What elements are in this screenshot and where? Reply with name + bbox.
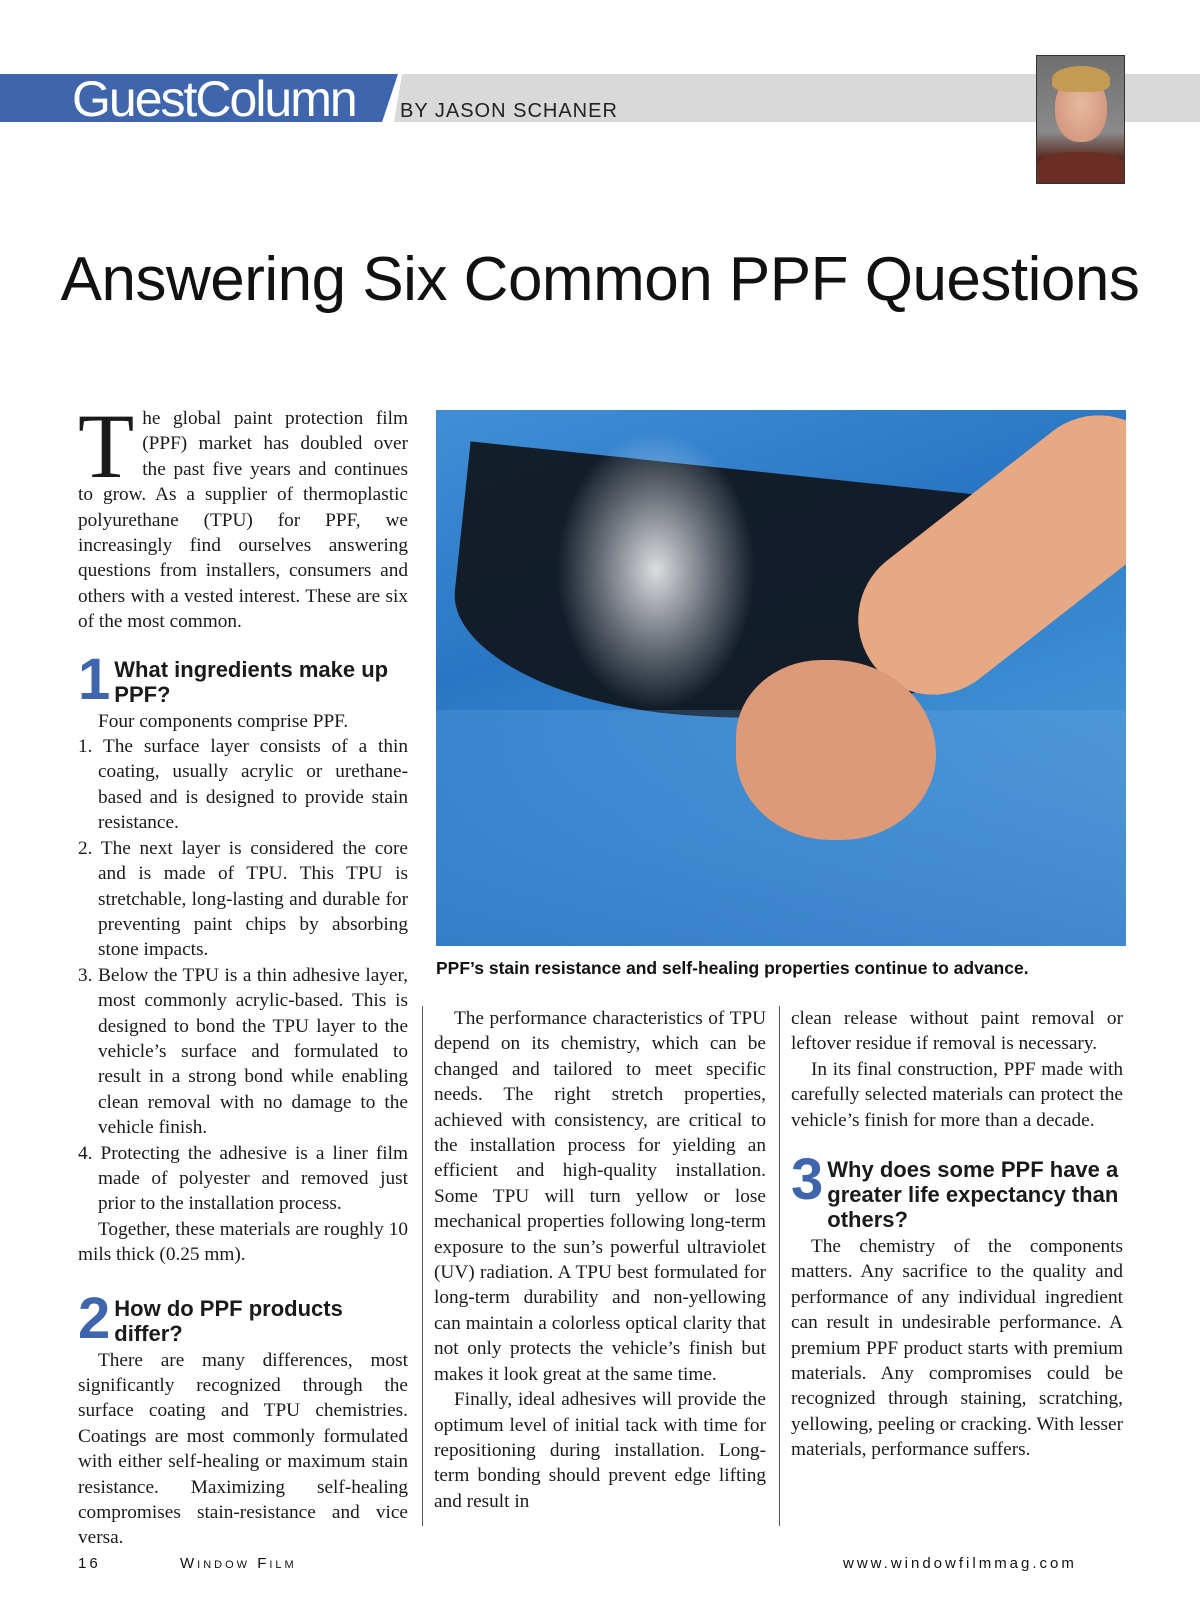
question-1-heading [78,646,408,712]
intro-paragraph: The global paint protection film (PPF) market has doubled over the past five years and continues to grow. As a supplier of thermoplastic polyurethane (TPU) for PPF, we increasingly find ourselves answering questions from installers, consumers and others with a vested interest. These are six of the most common. [78,395,408,633]
middle-column [434,1006,766,1514]
drop-cap: T [78,395,135,497]
q2-body: There are many differences, most significantly recognized through the surface coating and TPU chemistries. Coatings are most commonly formulated with either self-healing or maximum stain resistance. Maximizing self-healing compromises stain-resistance and vice versa. [78,1349,408,1549]
list-item: 2. The next layer is considered the core and is made of TPU. This TPU is stretchable, long-lasting and durable for preventing paint chips by absorbing stone impacts. [78,837,408,961]
magazine-url: www.windowfilmmag.com [843,1555,1077,1572]
left-column [78,395,408,1551]
q3-body: The chemistry of the components matters. Any sacrifice to the quality and performance of any individual ingredient can result in undesirable performance. A premium PPF product starts with premium materials. Any compromises could be recognized through staining, scratching, yellowing, peeling or cracking. With lesser materials, performance suffers. [791,1236,1123,1461]
middle-paragraph-2: Finally, ideal adhesives will provide the optimum level of initial tack with time for repositioning during installation. Long-term bonding should prevent edge lifting and result in [434,1389,766,1512]
magazine-name: Window Film [180,1555,297,1572]
column-divider [779,1006,780,1526]
question-title: How do PPF products differ? [114,1295,343,1346]
ppf-install-photo [436,410,1126,946]
component-list [78,734,408,1217]
question-number: 2 [78,1285,109,1351]
q1-closing: Together, these materials are roughly 10 mils thick (0.25 mm). [78,1218,408,1266]
right-column [791,1006,1123,1463]
list-item: 1. The surface layer consists of a thin coating, usually acrylic or urethane-based and is designed to provide stain resistance. [78,736,408,834]
question-title: Why does some PPF have a greater life expectancy than others? [827,1157,1119,1233]
right-paragraph-1: clean release without paint removal or leftover residue if removal is necessary. [791,1008,1123,1055]
byline: BY JASON SCHANER [400,100,618,122]
author-portrait [1036,55,1125,184]
q1-lead: Four components comprise PPF. [98,710,349,732]
middle-paragraph-1: The performance characteristics of TPU depend on its chemistry, which can be changed and tailored to meet specific needs. The right stretch properties, achieved with consistency, are critical to the installation process for yielding an efficient and high-quality installation. Some TPU will turn yellow or lose mechanical properties following long-term exposure to the sun’s powerful ultraviolet (UV) radiation. A TPU best formulated for long-term durability and non-yellowing can maintain a colorless optical clarity that not only protects the vehicle’s finish but makes it look great at the same time. [434,1008,766,1385]
question-number: 3 [791,1147,822,1213]
section-title: GuestColumn [72,71,356,127]
list-item: 3. Below the TPU is a thin adhesive layer, most commonly acrylic-based. This is designed to bond the TPU layer to the vehicle’s surface and formulated to result in a strong bond while enabling clean removal with no damage to the vehicle finish. [78,964,408,1139]
page-number: 16 [78,1555,101,1572]
photo-caption: PPF’s stain resistance and self-healing properties continue to advance. [436,958,1029,978]
question-2-heading [78,1285,408,1351]
column-divider [422,1006,423,1526]
question-title: What ingredients make up PPF? [114,656,389,707]
question-number: 1 [78,646,109,712]
list-item: 4. Protecting the adhesive is a liner film made of polyester and removed just prior to the installation process. [78,1142,408,1215]
headline: Answering Six Common PPF Questions [60,245,1140,314]
question-3-heading [791,1147,1123,1233]
right-paragraph-2: In its final construction, PPF made with carefully selected materials can protect the vehicle’s finish for more than a decade. [791,1058,1123,1131]
